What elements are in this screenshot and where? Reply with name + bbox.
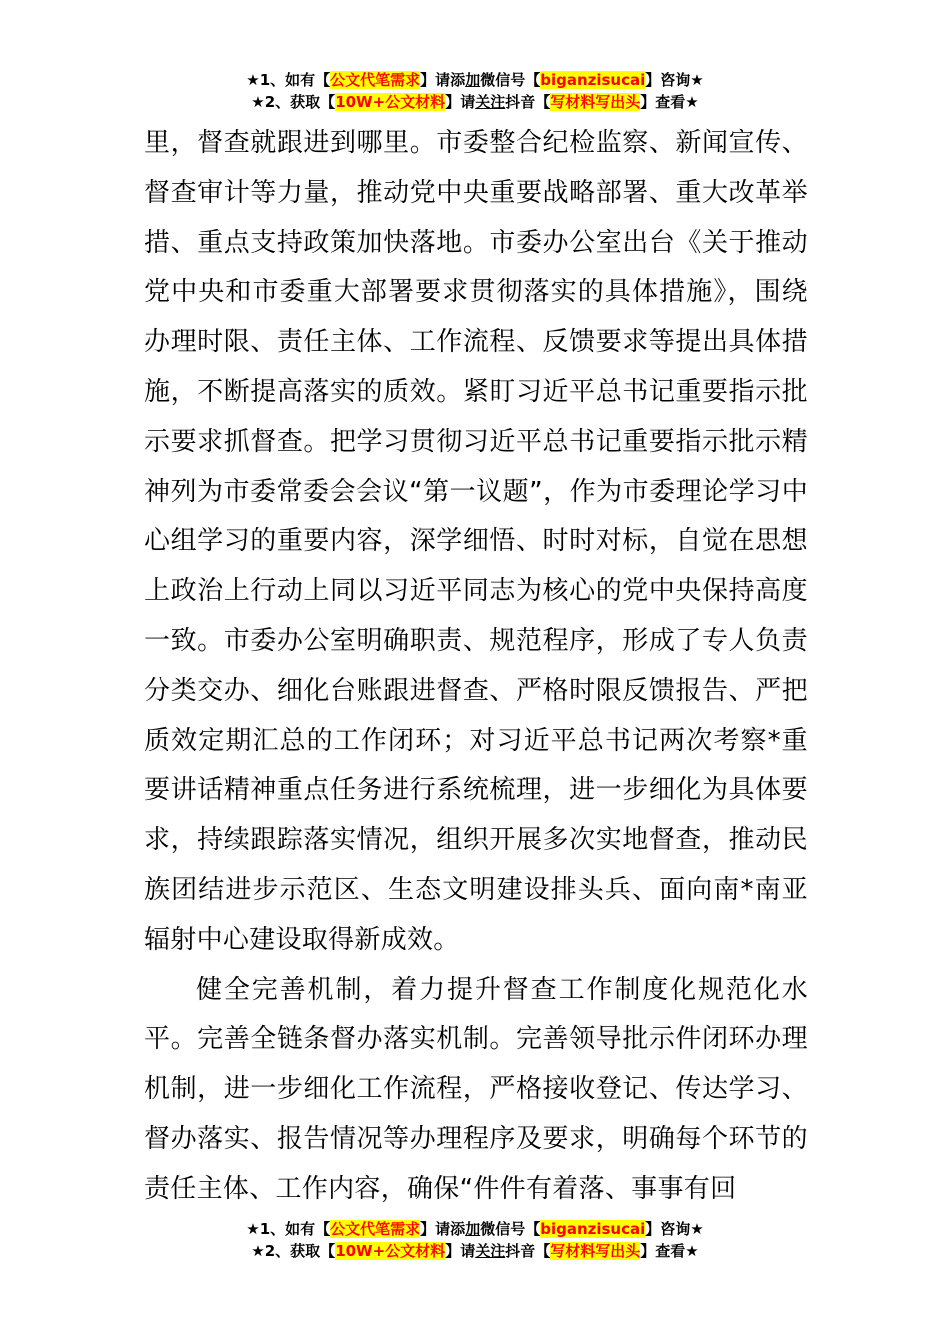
banner-highlight: biganzisucai bbox=[540, 71, 646, 89]
banner-text: 】请添 bbox=[420, 71, 466, 89]
banner-highlight: 写材料写出头 bbox=[550, 93, 641, 111]
banner-line-2 bbox=[0, 1240, 950, 1262]
banner-underlined-text: 关注 bbox=[475, 93, 506, 111]
header-banner bbox=[0, 69, 950, 113]
banner-text: 微信号【 bbox=[480, 1220, 541, 1238]
banner-text: 抖音【 bbox=[505, 93, 551, 111]
banner-line-2 bbox=[0, 91, 950, 113]
body-paragraph: 健全完善机制，着力提升督查工作制度化规范化水平。完善全链条督办落实机制。完善领导批示件闭环办理机制，进一步细化工作流程，严格接收登记、传达学习、督办落实、报告情况等办理程序及要求，明确每个环节的责任主体、工作内容，确保“件件有着落、事事有回 bbox=[144, 974, 808, 1204]
banner-highlight: biganzisucai bbox=[540, 1220, 646, 1238]
banner-underlined-text: 关注 bbox=[475, 1242, 506, 1260]
footer-banner bbox=[0, 1218, 950, 1262]
banner-text: 微信号【 bbox=[480, 71, 541, 89]
banner-highlight: 公文代笔需求 bbox=[330, 1220, 421, 1238]
banner-highlight: 10W+公文材料 bbox=[335, 93, 446, 111]
banner-text: 】请 bbox=[445, 93, 476, 111]
banner-text: ★2、获取【 bbox=[251, 1242, 336, 1260]
banner-highlight: 写材料写出头 bbox=[550, 1242, 641, 1260]
document-body bbox=[144, 119, 808, 1215]
banner-text: ★2、获取【 bbox=[251, 93, 336, 111]
banner-highlight: 公文代笔需求 bbox=[330, 71, 421, 89]
banner-underlined-text: 加 bbox=[465, 1220, 481, 1238]
banner-text: 】查看★ bbox=[640, 1242, 699, 1260]
banner-highlight: 10W+公文材料 bbox=[335, 1242, 446, 1260]
banner-underlined-text: 加 bbox=[465, 71, 481, 89]
banner-text: 】查看★ bbox=[640, 93, 699, 111]
banner-text: 】咨询★ bbox=[645, 71, 704, 89]
banner-line-1 bbox=[0, 1218, 950, 1240]
banner-text: ★1、如有【 bbox=[246, 1220, 331, 1238]
body-paragraph: 里，督查就跟进到哪里。市委整合纪检监察、新闻宣传、督查审计等力量，推动党中央重要战略部署、重大改革举措、重点支持政策加快落地。市委办公室出台《关于推动党中央和市委重大部署要求贯彻落实的具体措施》，围绕办理时限、责任主体、工作流程、反馈要求等提出具体措施，不断提高落实的质效。紧盯习近平总书记重要指示批示要求抓督查。把学习贯彻习近平总书记重要指示批示精神列为市委常委会会议“第一议题”，作为市委理论学习中心组学习的重要内容，深学细悟、时时对标，自觉在思想上政治上行动上同以习近平同志为核心的党中央保持高度一致。市委办公室明确职责、规范程序，形成了专人负责分类交办、细化台账跟进督查、严格时限反馈报告、严把质效定期汇总的工作闭环；对习近平总书记两次考察*重要讲话精神重点任务进行系统梳理，进一步细化为具体要求，持续跟踪落实情况，组织开展多次实地督查，推动民族团结进步示范区、生态文明建设排头兵、面向南*南亚辐射中心建设取得新成效。 bbox=[144, 128, 808, 955]
banner-text: 】请添 bbox=[420, 1220, 466, 1238]
banner-text: 】咨询★ bbox=[645, 1220, 704, 1238]
banner-line-1 bbox=[0, 69, 950, 91]
banner-text: 抖音【 bbox=[505, 1242, 551, 1260]
banner-text: 】请 bbox=[445, 1242, 476, 1260]
banner-text: ★1、如有【 bbox=[246, 71, 331, 89]
